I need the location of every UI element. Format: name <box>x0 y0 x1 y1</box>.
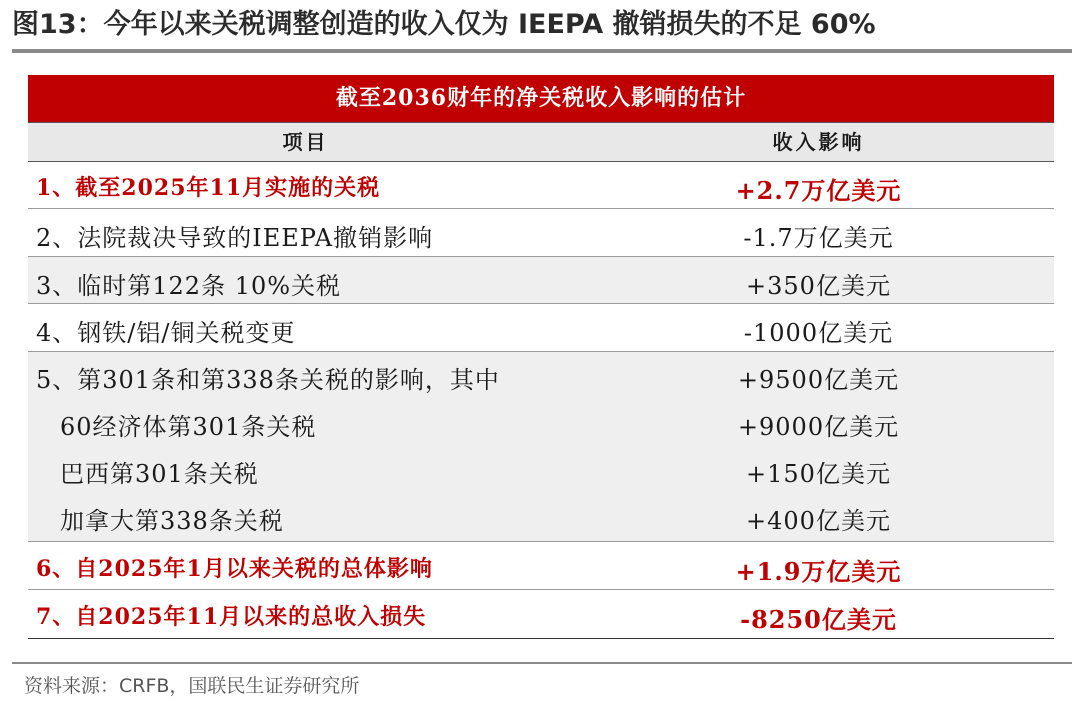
subitem-value: +400亿美元 <box>746 507 891 535</box>
row-value: +9500亿美元 <box>737 366 900 394</box>
column-header-impact: 收入影响 <box>772 130 865 154</box>
figure-title: 图13：今年以来关税调整创造的收入仅为 IEEPA 撤销损失的不足 60% <box>12 9 876 40</box>
row-label: 6、自2025年1月以来关税的总体影响 <box>36 556 433 582</box>
table-row <box>28 209 1054 257</box>
column-header-item: 项目 <box>282 130 329 154</box>
row-label: 3、临时第122条 10%关税 <box>36 272 342 300</box>
table-row <box>28 542 1054 590</box>
row-label: 2、法院裁决导致的IEEPA撤销影响 <box>36 224 434 252</box>
row-value: +2.7万亿美元 <box>735 176 902 205</box>
subitem-value: +150亿美元 <box>746 460 891 488</box>
table-row <box>28 257 1054 304</box>
table-banner: 截至2036财年的净关税收入影响的估计 <box>28 75 1054 122</box>
row-value: +350亿美元 <box>746 272 891 300</box>
row-label: 4、钢铁/铝/铜关税变更 <box>36 319 296 347</box>
row-value: -1.7万亿美元 <box>743 224 894 252</box>
row-label: 1、截至2025年11月实施的关税 <box>36 175 381 201</box>
subitem-label: 加拿大第338条关税 <box>60 507 284 535</box>
subitem-label: 60经济体第301条关税 <box>60 413 317 441</box>
table-header-row <box>28 122 1054 162</box>
subitem-value: +9000亿美元 <box>737 413 900 441</box>
tariff-revenue-table <box>28 75 1054 639</box>
row-value: +1.9万亿美元 <box>735 557 902 586</box>
table-row-group <box>28 352 1054 542</box>
table-row <box>28 304 1054 352</box>
row-label: 5、第301条和第338条关税的影响，其中 <box>36 366 500 394</box>
row-label: 7、自2025年11月以来的总收入损失 <box>36 604 427 630</box>
subitem-label: 巴西第301条关税 <box>60 460 259 488</box>
table-row <box>28 162 1054 209</box>
title-divider <box>12 49 1072 53</box>
footer-divider <box>12 662 1072 664</box>
row-value: -8250亿美元 <box>740 605 897 634</box>
source-note: 资料来源：CRFB，国联民生证券研究所 <box>24 675 360 697</box>
table-row <box>28 590 1054 638</box>
row-value: -1000亿美元 <box>743 319 894 347</box>
